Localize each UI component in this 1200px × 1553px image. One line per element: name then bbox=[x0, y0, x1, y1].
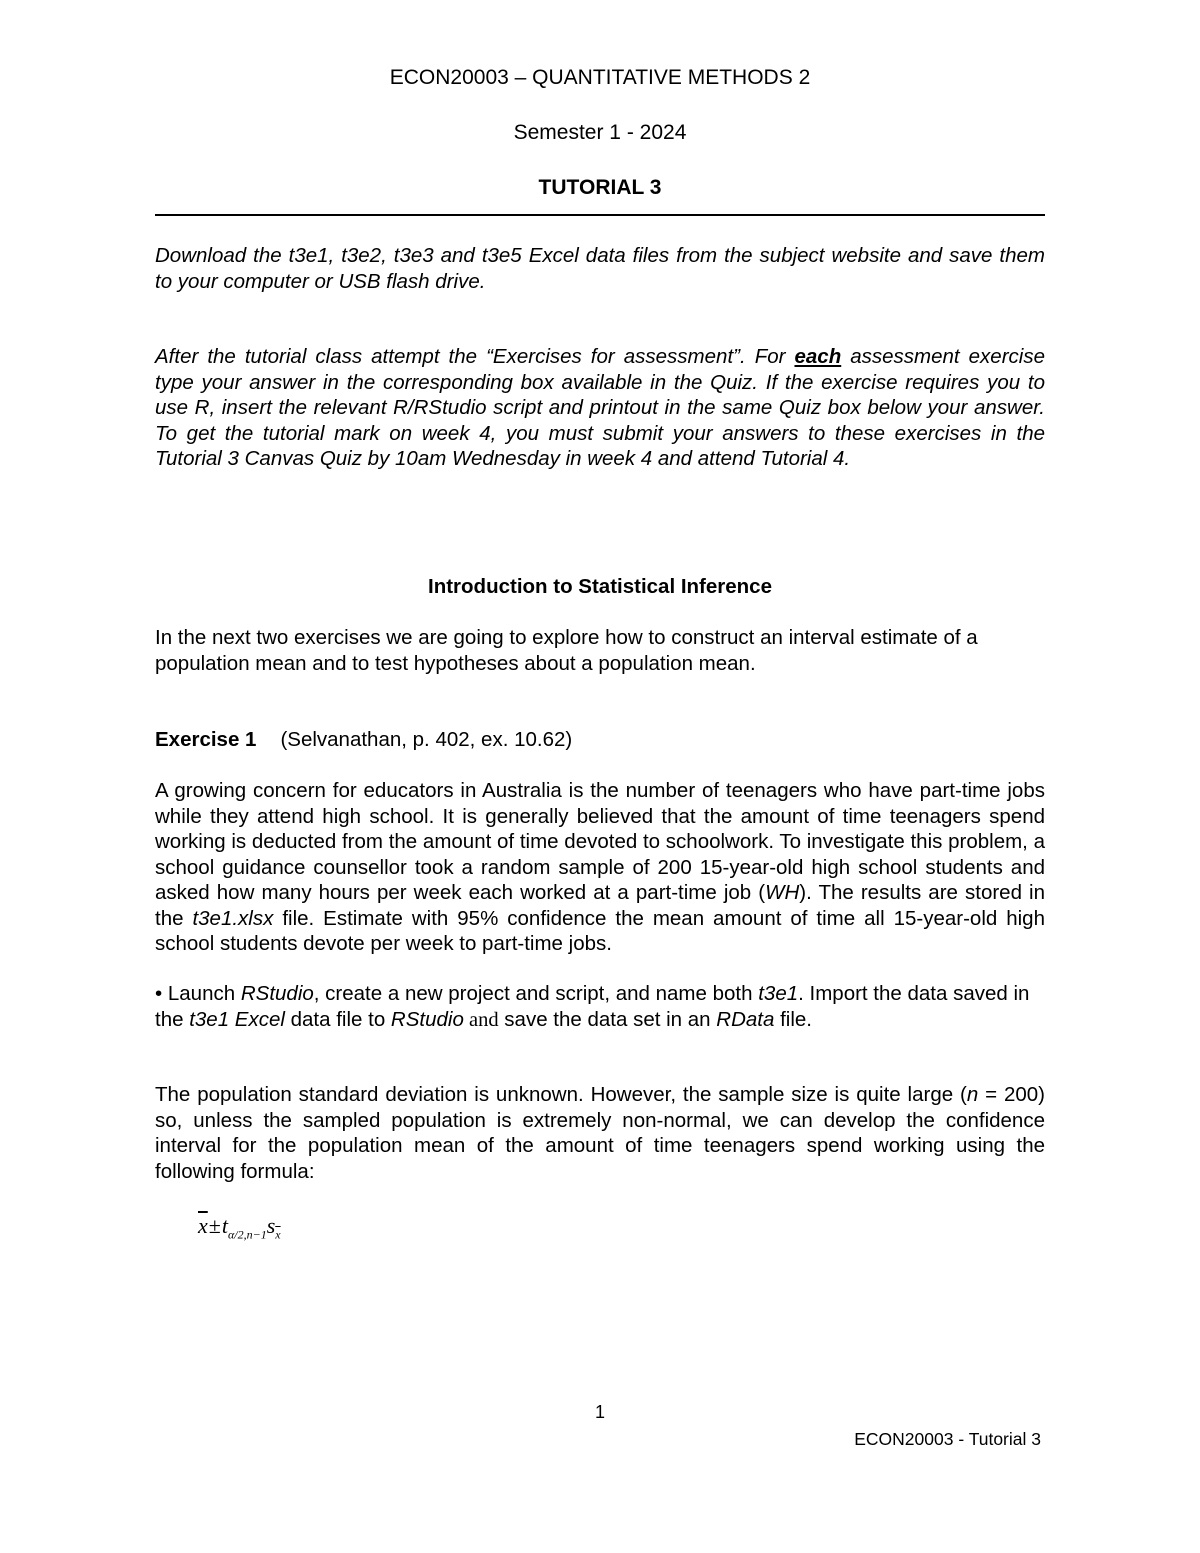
bullet-mark: • bbox=[155, 982, 163, 1005]
exercise-paragraph-2: The population standard deviation is unknown. However, the sample size is quite large (n = 200) so, unless the sampled population is extremely non-normal, we can develop the confidence interval for the population mean of the amount of time teenagers spend working using the following formula: bbox=[155, 1083, 1045, 1183]
tutorial-heading: TUTORIAL 3 bbox=[538, 176, 662, 199]
download-note: Download the t3e1, t3e2, t3e3 and t3e5 Excel data files from the subject website and save them to your computer or USB flash drive. bbox=[155, 244, 1045, 293]
footer-label: ECON20003 - Tutorial 3 bbox=[854, 1429, 1041, 1449]
exercise-heading bbox=[155, 727, 1045, 753]
course-title: ECON20003 – QUANTITATIVE METHODS 2 bbox=[389, 66, 811, 89]
assessment-note-emphasis: each bbox=[794, 345, 842, 368]
confidence-interval-formula bbox=[198, 1212, 281, 1248]
exercise-bullet: • Launch RStudio, create a new project and script, and name both t3e1. Import the data saved in the t3e1 Excel data file to RStudio and save the data set in an RData file. bbox=[155, 982, 1030, 1031]
formula-plus-minus: ± bbox=[208, 1213, 221, 1238]
section-title: Introduction to Statistical Inference bbox=[428, 575, 772, 598]
semester-line: Semester 1 - 2024 bbox=[513, 121, 687, 144]
assessment-note bbox=[155, 344, 1045, 472]
exercise-source: (Selvanathan, p. 402, ex. 10.62) bbox=[280, 728, 573, 751]
formula-s-subscript: x bbox=[275, 1227, 281, 1242]
exercise-paragraph-1: A growing concern for educators in Australia is the number of teenagers who have part-time jobs while they attend high school. It is generally believed that the amount of time teenagers spend working is deducted from the amount of time devoted to schoolwork. To investigate this problem, a school guidance counsellor took a random sample of 200 15-year-old high school students and asked how many hours per week each worked at a part-time job (WH). The results are stored in the t3e1.xlsx file. Estimate with 95% confidence the mean amount of time all 15-year-old high school students devote per week to part-time jobs. bbox=[155, 779, 1045, 955]
formula-s: s bbox=[266, 1213, 276, 1238]
assessment-note-part2: assessment exercise type your answer in the corresponding box available in the Quiz. If the exercise requires you to use R, insert the relevant R/RStudio script and printout in the same Quiz box below your answer. To get the tutorial mark on week 4, you must submit your answers to these exercises in the Tutorial 3 Canvas Quiz by 10am Wednesday in week 4 and attend Tutorial 4. bbox=[155, 345, 1045, 470]
formula-xbar: $\overline{x}$ bbox=[198, 1213, 208, 1238]
formula-t: t bbox=[221, 1213, 228, 1238]
formula-t-subscript: α/2,n−1 bbox=[227, 1227, 267, 1242]
page-number: 1 bbox=[594, 1402, 605, 1422]
header-rule bbox=[155, 214, 1045, 216]
exercise-label: Exercise 1 bbox=[155, 728, 257, 751]
section-intro: In the next two exercises we are going to explore how to construct an interval estimate of a population mean and to test hypotheses about a population mean. bbox=[155, 626, 978, 675]
assessment-note-part1: After the tutorial class attempt the “Exercises for assessment”. For bbox=[155, 345, 795, 368]
